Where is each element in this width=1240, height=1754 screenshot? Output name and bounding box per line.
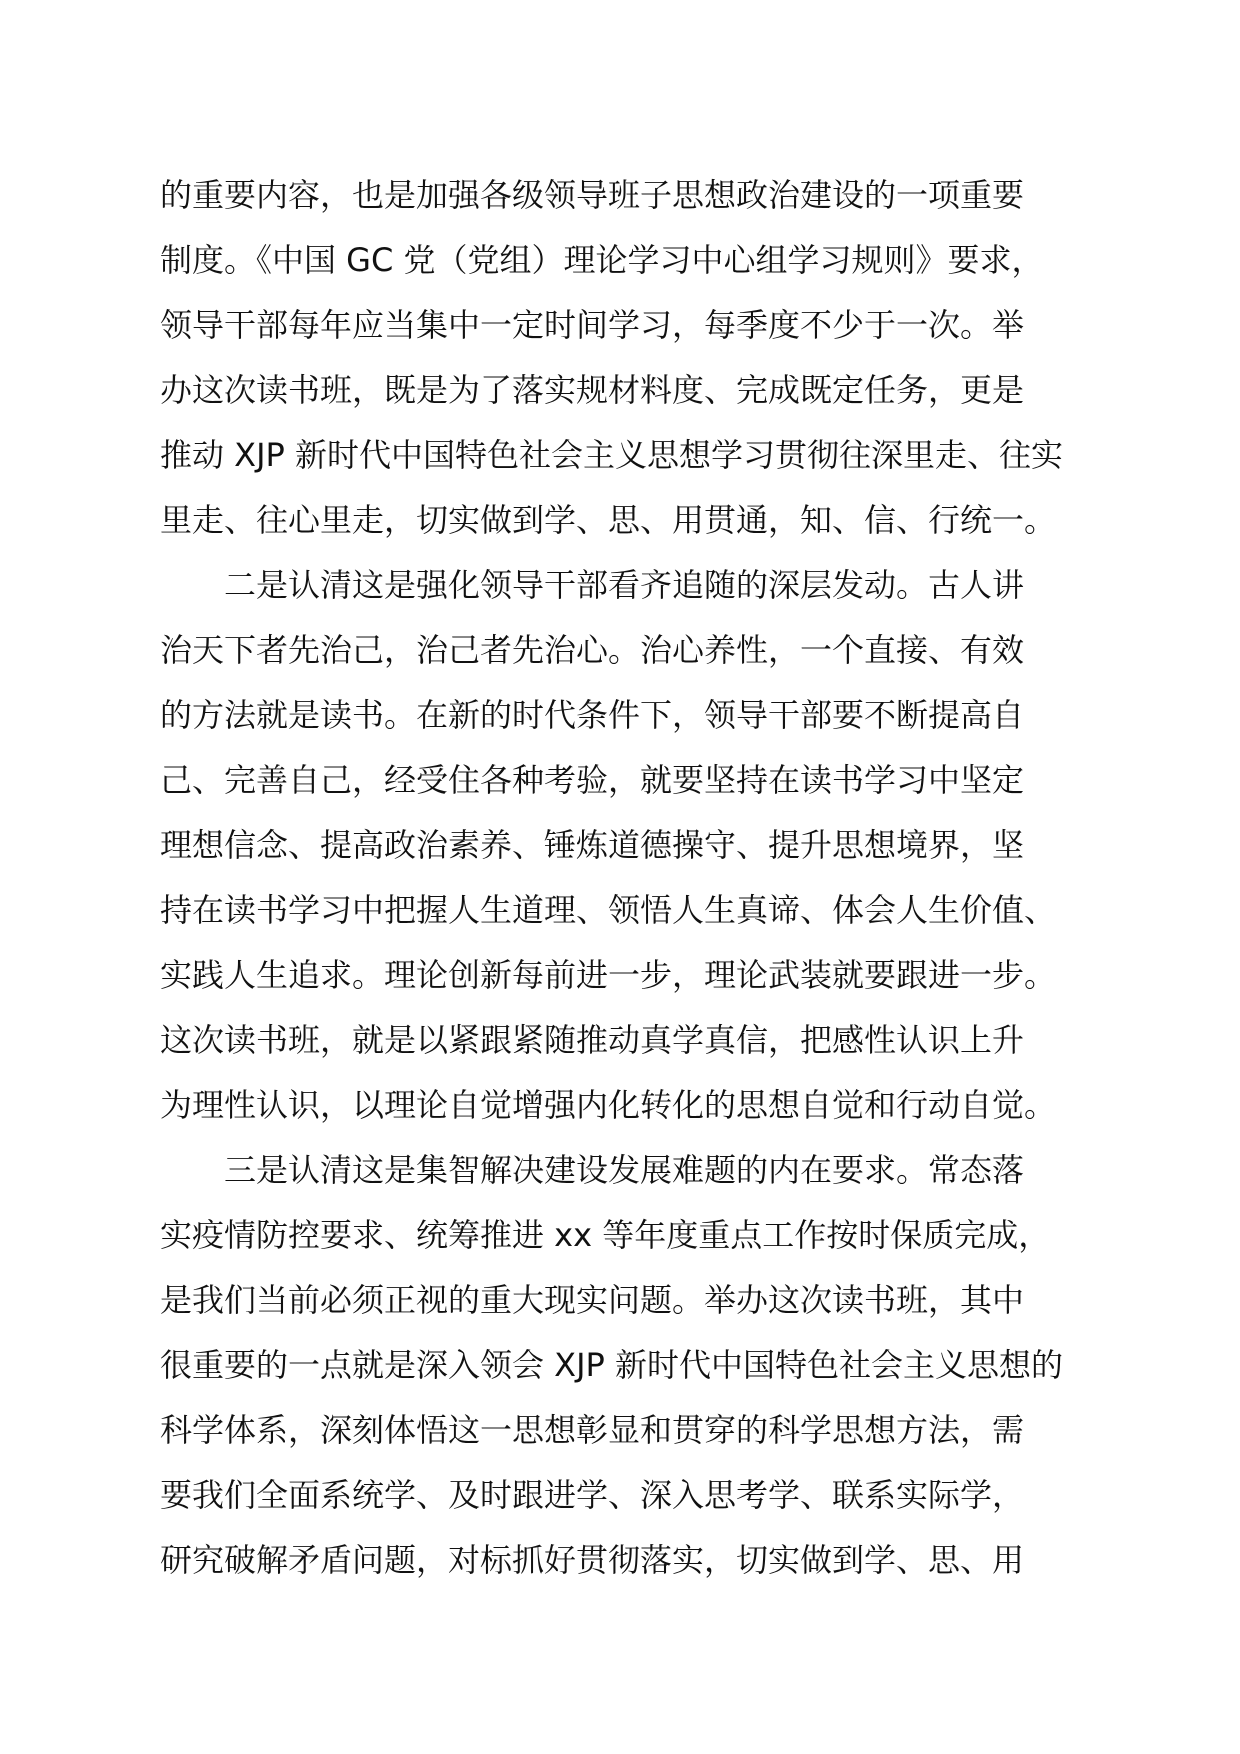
paragraph-2-first-line: 二是认清这是强化领导干部看齐追随的深层发动。古人讲: [224, 566, 1025, 604]
paragraph-3-first-line: 三是认清这是集智解决建设发展难题的内在要求。常态落: [224, 1151, 1025, 1189]
text-line-4: 办这次读书班，既是为了落实规材料度、完成既定任务，更是: [160, 371, 1025, 409]
text-line-13: 实践人生追求。理论创新每前进一步，理论武装就要跟进一步。: [160, 956, 1057, 994]
text-line-5: 推动 XJP 新时代中国特色社会主义思想学习贯彻往深里走、往实: [160, 436, 1064, 474]
text-line-15: 为理性认识，以理论自觉增强内化转化的思想自觉和行动自觉。: [160, 1086, 1057, 1124]
text-line-3: 领导干部每年应当集中一定时间学习，每季度不少于一次。举: [160, 306, 1025, 344]
text-line-6: 里走、往心里走，切实做到学、思、用贯通，知、信、行统一。: [160, 501, 1057, 539]
text-line-20: 科学体系，深刻体悟这一思想彰显和贯穿的科学思想方法，需: [160, 1411, 1025, 1449]
text-line-8: 治天下者先治己，治己者先治心。治心养性，一个直接、有效: [160, 631, 1025, 669]
text-line-22: 研究破解矛盾问题，对标抓好贯彻落实，切实做到学、思、用: [160, 1541, 1025, 1579]
text-line-10: 己、完善自己，经受住各种考验，就要坚持在读书学习中坚定: [160, 761, 1025, 799]
text-line-2: 制度。《中国 GC 党（党组）理论学习中心组学习规则》要求，: [160, 241, 1044, 279]
text-line-17: 实疫情防控要求、统筹推进 xx 等年度重点工作按时保质完成，: [160, 1216, 1051, 1254]
text-line-14: 这次读书班，就是以紧跟紧随推动真学真信，把感性认识上升: [160, 1021, 1025, 1059]
body-text: [160, 163, 1100, 1593]
text-line-12: 持在读书学习中把握人生道理、领悟人生真谛、体会人生价值、: [160, 891, 1057, 929]
text-line-19: 很重要的一点就是深入领会 XJP 新时代中国特色社会主义思想的: [160, 1346, 1064, 1384]
text-line-1: 的重要内容，也是加强各级领导班子思想政治建设的一项重要: [160, 176, 1025, 214]
text-line-21: 要我们全面系统学、及时跟进学、深入思考学、联系实际学，: [160, 1476, 1025, 1514]
text-line-11: 理想信念、提高政治素养、锤炼道德操守、提升思想境界，坚: [160, 826, 1025, 864]
text-line-18: 是我们当前必须正视的重大现实问题。举办这次读书班，其中: [160, 1281, 1025, 1319]
text-line-9: 的方法就是读书。在新的时代条件下，领导干部要不断提高自: [160, 696, 1025, 734]
